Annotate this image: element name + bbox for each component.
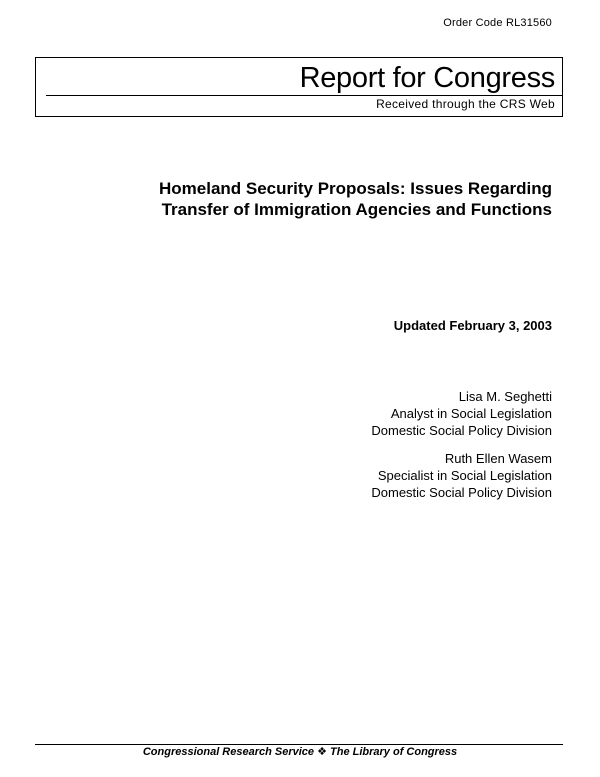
report-header-title: Report for Congress [299,62,555,94]
report-header-box [35,57,563,117]
author-name: Lisa M. Seghetti [458,389,552,404]
author-name: Ruth Ellen Wasem [444,451,552,466]
author-position: Specialist in Social Legislation [377,468,552,483]
author-block [371,450,552,501]
author-block [371,388,552,439]
document-title-line: Homeland Security Proposals: Issues Regarding [158,179,552,198]
authors-list [371,388,552,512]
author-division: Domestic Social Policy Division [371,485,552,500]
updated-date: Updated February 3, 2003 [393,318,552,333]
author-position: Analyst in Social Legislation [390,406,552,421]
author-division: Domestic Social Policy Division [371,423,552,438]
footer-text: Congressional Research Service ❖ The Library of Congress [142,746,458,758]
order-code: Order Code RL31560 [443,17,552,29]
report-header-subtitle: Received through the CRS Web [376,97,555,111]
header-divider [46,95,562,96]
document-title-line: Transfer of Immigration Agencies and Functions [161,200,552,219]
document-title [72,178,552,220]
